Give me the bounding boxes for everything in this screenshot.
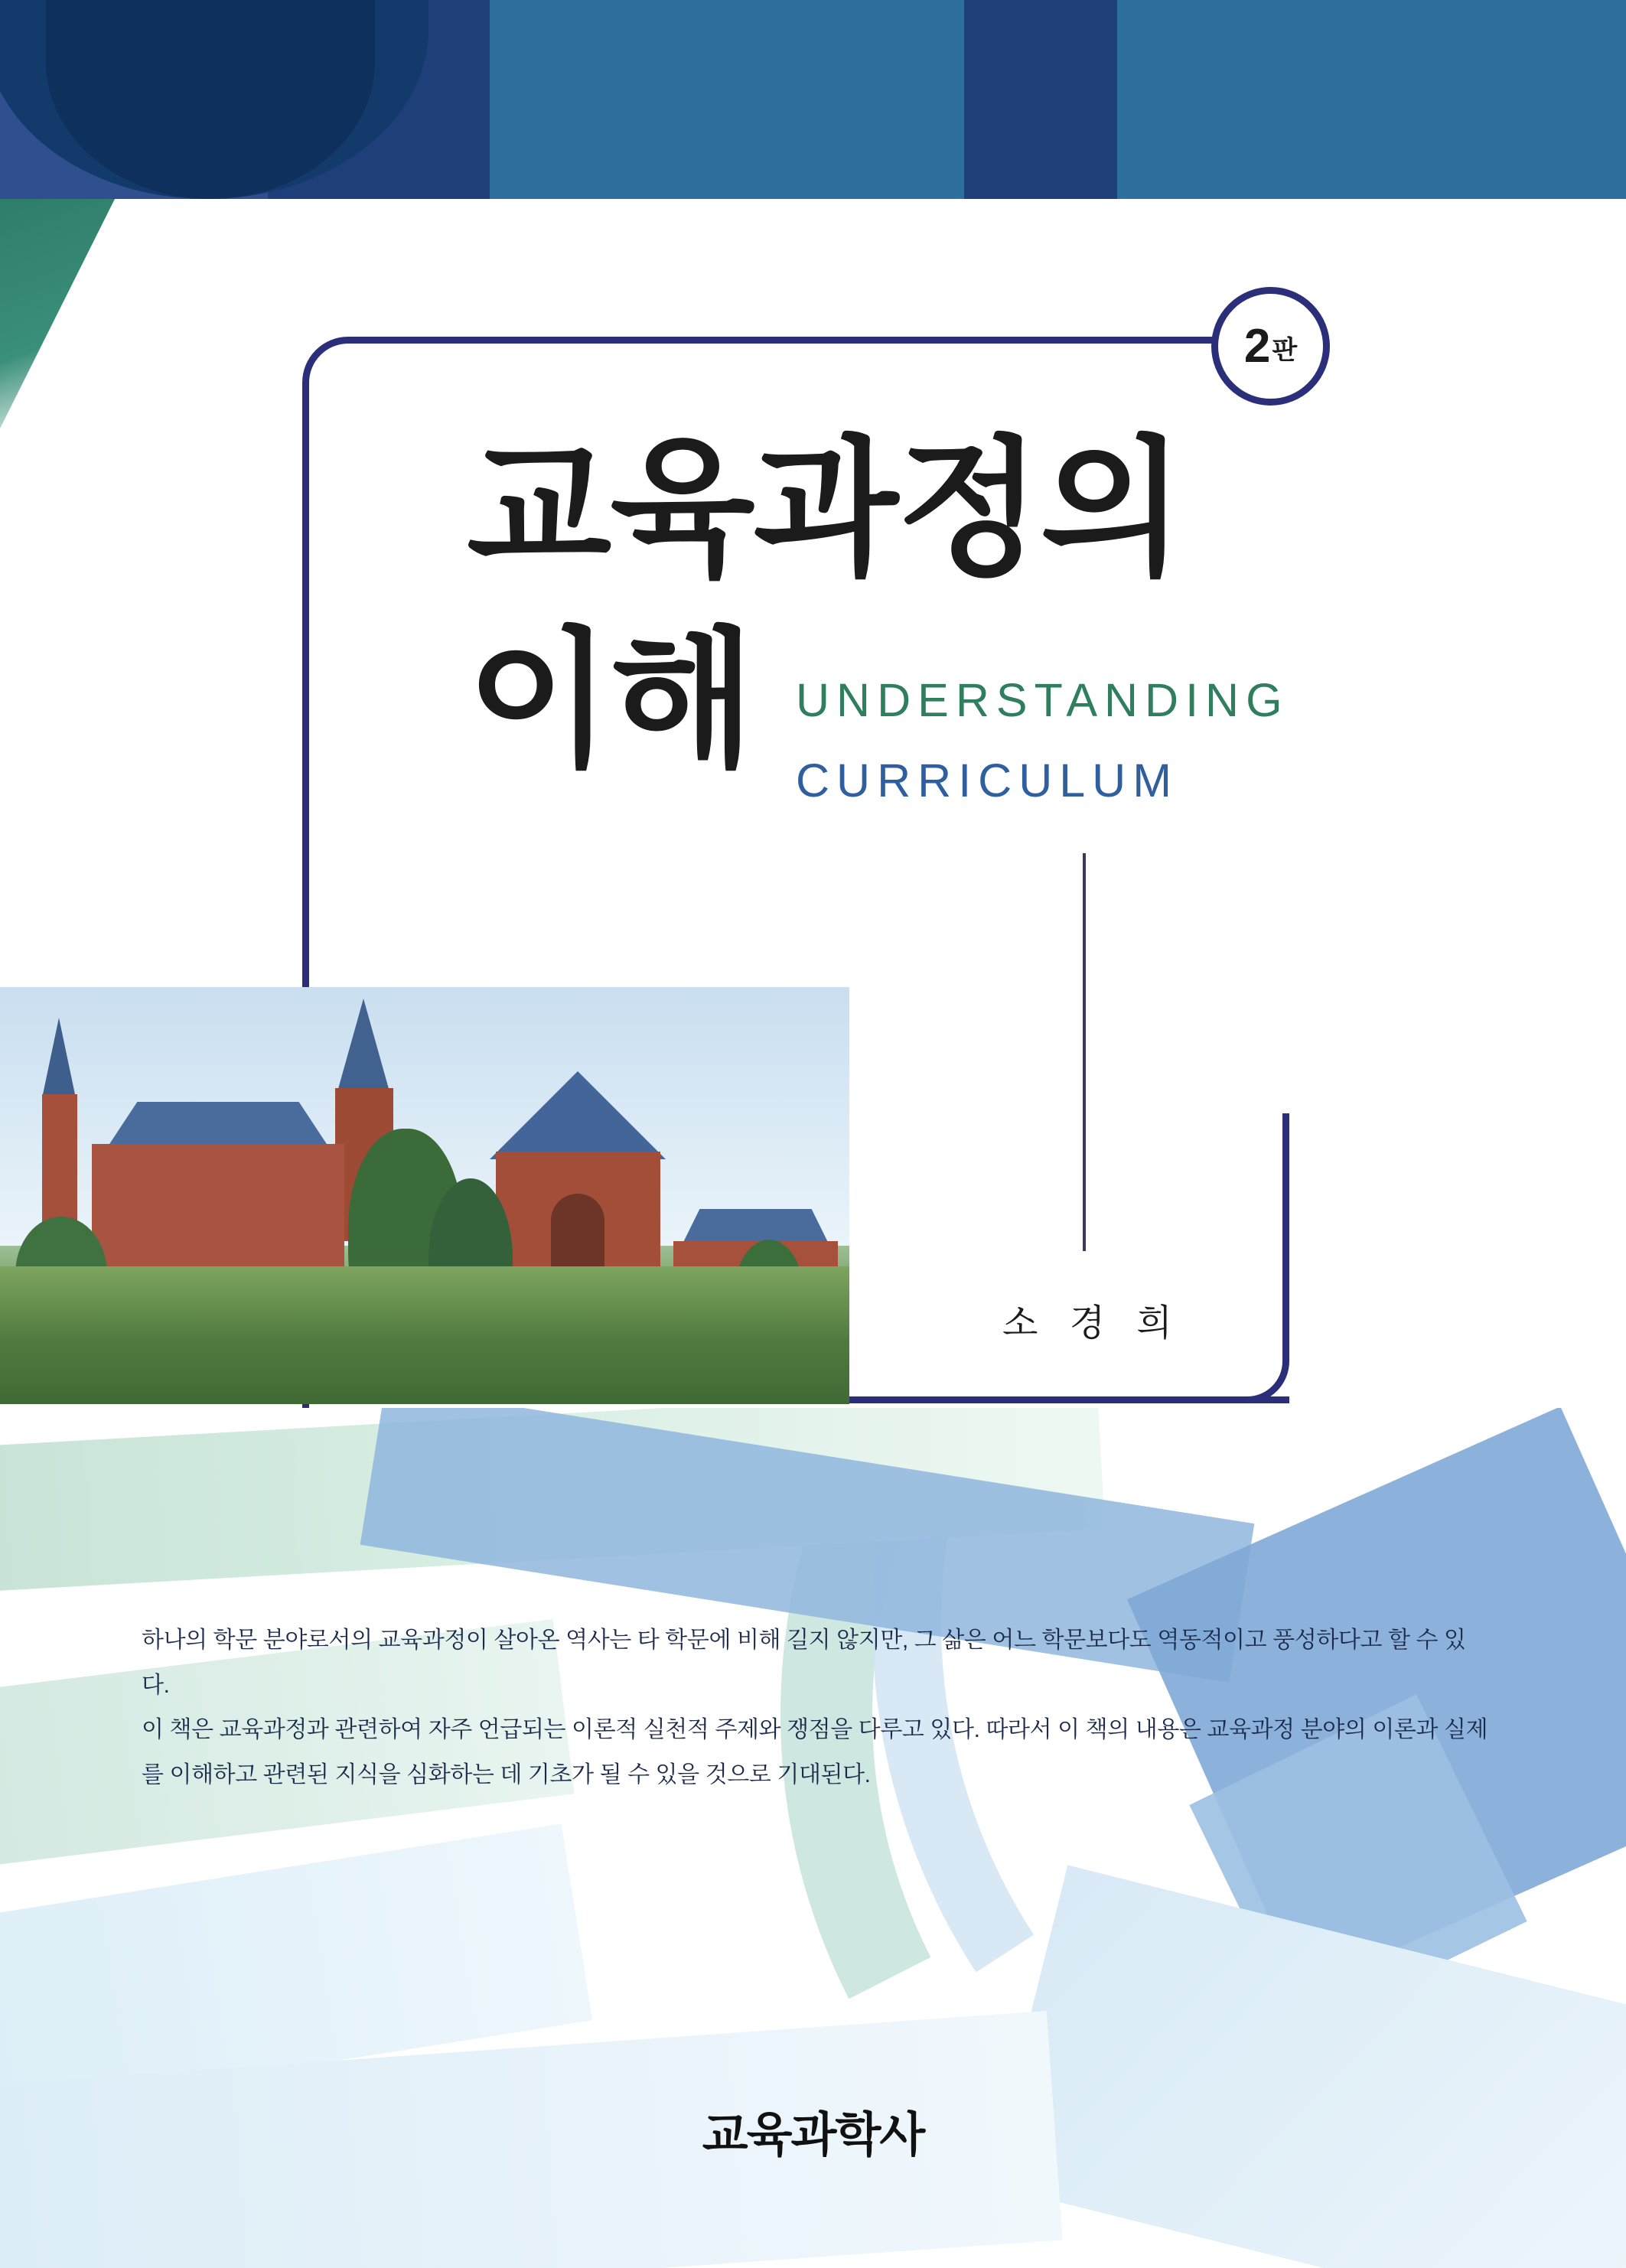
edition-badge xyxy=(1211,287,1330,406)
page-title-english-line1: UNDERSTANDING xyxy=(796,674,1289,726)
blurb-line-3: 를 이해하고 관련된 지식을 심화하는 데 기초가 될 수 있을 것으로 기대된다. xyxy=(142,1761,871,1787)
blurb-line-1: 하나의 학문 분야로서의 교육과정이 살아온 역사는 타 학문에 비해 길지 않지만, 그 삶은 어느 학문보다도 역동적이고 풍성하다고 할 수 있다. xyxy=(142,1628,1466,1698)
blurb-line-2: 이 책은 교육과정과 관련하여 자주 언급되는 이론적 실천적 주제와 쟁점을 다루고 있다. 따라서 이 책의 내용은 교육과정 분야의 이론과 실제 xyxy=(142,1717,1488,1742)
edition-number: 2 xyxy=(1243,319,1271,373)
publisher-logo: 교육과학사 xyxy=(702,2109,924,2162)
banner-segment-5 xyxy=(1117,0,1626,199)
photo-wing-left xyxy=(92,1144,344,1274)
banner-segment-3 xyxy=(490,0,964,199)
campus-building-photograph xyxy=(0,987,849,1404)
cover-blurb xyxy=(142,1618,1488,1797)
edition-suffix: 판 xyxy=(1272,335,1298,365)
photo-lawn xyxy=(0,1266,849,1404)
vertical-divider xyxy=(1083,853,1086,1251)
author-name: 소 경 희 xyxy=(1002,1303,1183,1344)
photo-roof-wing-right xyxy=(673,1209,838,1246)
page-title-korean-line2: 이해 xyxy=(467,617,754,784)
left-teal-wedge xyxy=(0,199,115,429)
banner-segment-4 xyxy=(964,0,1117,199)
title-frame-top-line xyxy=(428,337,1201,344)
page-title-english-line2: CURRICULUM xyxy=(796,754,1179,807)
photo-tower-a xyxy=(42,1094,77,1228)
title-frame-right-line xyxy=(1282,1113,1289,1358)
top-color-banner xyxy=(0,0,1626,199)
page-title-korean-line1: 교육과정의 xyxy=(467,425,1184,593)
